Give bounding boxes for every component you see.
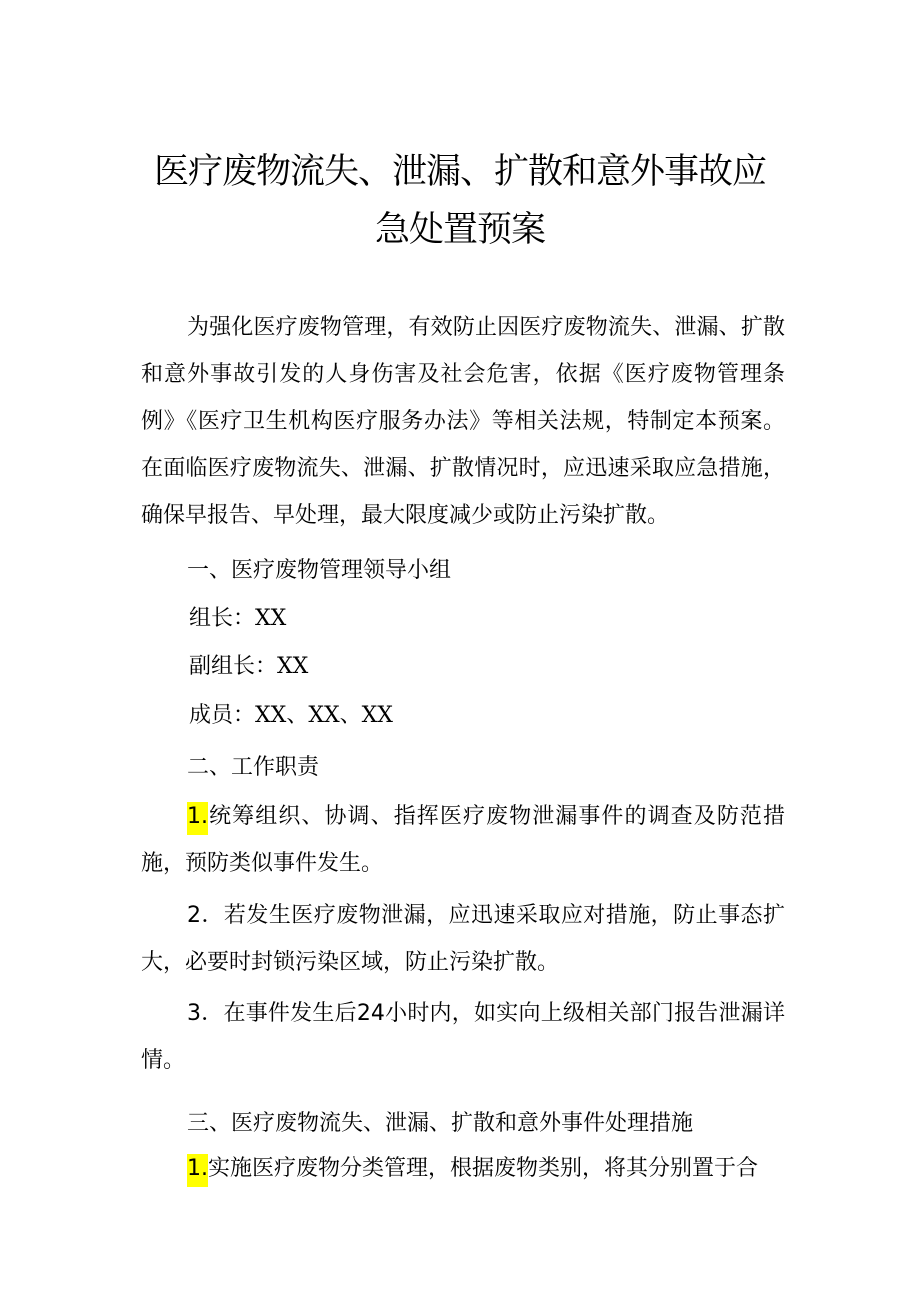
duty-item-3-text-continued: 小时内，如实向上级相关部门报告泄漏详情。: [141, 1001, 785, 1073]
duty-item-1-text: 统筹组织、协调、指挥医疗废物泄漏事件的调查及防范措施，预防类似事件发生。: [141, 804, 785, 876]
item-number: 3．: [187, 1001, 224, 1026]
highlighted-item-number: 1.: [187, 1154, 208, 1187]
group-deputy-leader: 副组长：XX: [189, 654, 309, 679]
document-title-line-1: 医疗废物流失、泄漏、扩散和意外事故应: [153, 152, 766, 192]
report-hours: 24: [356, 1001, 385, 1026]
item-number: 2．: [187, 903, 224, 928]
highlighted-item-number: 1.: [187, 802, 208, 835]
duty-item-3: [141, 990, 785, 1084]
duty-item-2: [141, 892, 785, 986]
section-3-heading: 三、医疗废物流失、泄漏、扩散和意外事件处理措施: [187, 1111, 694, 1136]
document-title-line-2: 急处置预案: [374, 210, 545, 250]
duty-item-2-text: 若发生医疗废物泄漏，应迅速采取应对措施，防止事态扩大，必要时封锁污染区域，防止污染扩散。: [141, 903, 785, 975]
section-1-heading: 一、医疗废物管理领导小组: [187, 558, 452, 583]
section-2-heading: 二、工作职责: [187, 755, 320, 780]
measure-item-1-text: 实施医疗废物分类管理，根据废物类别，将其分别置于合: [208, 1156, 759, 1181]
group-leader: 组长：XX: [189, 606, 287, 631]
intro-paragraph: 为强化医疗废物管理，有效防止因医疗废物流失、泄漏、扩散和意外事故引发的人身伤害及社会危害，依据《医疗废物管理条例》《医疗卫生机构医疗服务办法》等相关法规，特制定本预案。在面临医疗废物流失、泄漏、扩散情况时，应迅速采取应急措施，确保早报告、早处理，最大限度减少或防止污染扩散。: [141, 315, 785, 528]
group-members: 成员：XX、XX、XX: [189, 703, 393, 728]
duty-item-1: [141, 793, 785, 887]
duty-item-3-text: 在事件发生后: [223, 1001, 357, 1026]
measure-item-1: [141, 1145, 785, 1192]
